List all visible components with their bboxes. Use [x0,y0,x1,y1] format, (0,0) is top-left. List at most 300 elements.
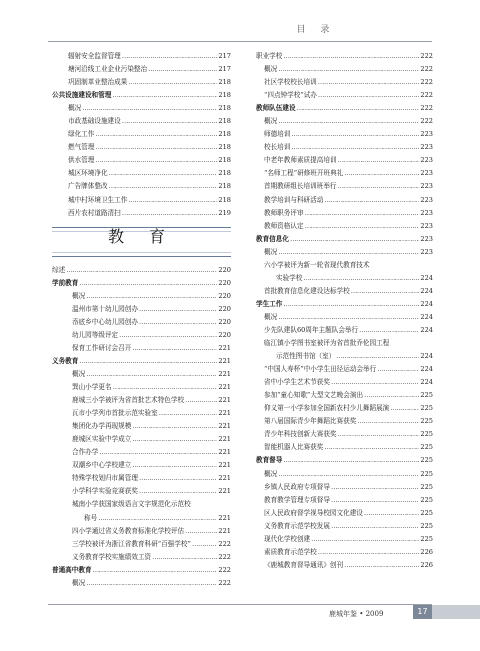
toc-entry[interactable] [52,368,231,381]
toc-entry[interactable] [256,441,433,454]
toc-entry-title: 示范性图书馆（室） [276,352,336,361]
dot-leader [95,154,217,167]
toc-entry-title: 温州市第十幼儿园创办 [72,304,138,313]
toc-entry-page: 223 [420,247,433,256]
toc-entry-page: 221 [218,526,231,535]
toc-entry[interactable] [256,272,433,285]
toc-entry-page: 218 [218,195,231,204]
toc-entry-page: 221 [218,487,231,496]
toc-entry-title: 城区环境净化 [68,169,108,178]
toc-section-entry[interactable] [256,102,433,115]
dot-leader [344,167,419,180]
toc-entry[interactable] [256,559,433,572]
toc-entry-page: 225 [420,456,433,465]
toc-entry[interactable] [256,481,433,494]
dot-leader [119,329,217,342]
toc-entry-title: 概况 [72,291,86,300]
toc-entry-page: 224 [420,286,433,295]
dot-leader [132,433,217,446]
toc-entry-title: 综述 [52,265,66,274]
toc-entry-page: 225 [420,404,433,413]
toc-section-entry[interactable] [52,564,231,577]
toc-entry-page: 221 [218,422,231,431]
toc-entry[interactable] [52,446,231,459]
dot-leader [128,194,217,207]
toc-entry[interactable] [52,329,231,342]
toc-entry-page: 224 [420,299,433,308]
dot-leader [283,50,419,63]
toc-entry[interactable] [256,311,433,324]
heading-text: 教 育 [107,226,176,246]
toc-entry[interactable] [52,551,231,564]
toc-left-column [52,50,231,590]
section-heading [52,222,231,262]
toc-entry-title: 义务教育学校实施绩效工资 [72,552,152,561]
toc-entry[interactable] [256,180,433,193]
toc-entry-page: 223 [420,234,433,243]
toc-entry[interactable] [256,154,433,167]
toc-entry[interactable] [256,207,433,220]
toc-entry-page: 224 [420,378,433,387]
toc-entry-page: 221 [218,435,231,444]
toc-entry-title: 概况 [264,312,278,321]
dot-leader [278,468,419,481]
toc-entry[interactable] [52,525,231,538]
dot-leader [331,481,419,494]
toc-right-column [256,50,433,572]
toc-entry-title: 小学科学实验竞赛获奖 [72,487,138,496]
toc-entry-title: 职业学校 [256,52,283,60]
toc-entry-page: 221 [218,396,231,405]
toc-entry-page: 226 [420,560,433,569]
dot-leader [344,559,419,572]
dot-leader [338,428,420,441]
dot-leader [331,376,419,389]
toc-entry-page: 223 [420,130,433,139]
toc-entry[interactable] [52,472,231,485]
toc-entry-title: 概况 [264,469,278,478]
toc-entry-page: 222 [420,91,433,100]
toc-entry[interactable] [52,407,231,420]
toc-entry[interactable] [52,102,231,115]
toc-entry-page: 221 [218,448,231,457]
toc-entry-page: 221 [218,461,231,470]
toc-entry[interactable] [52,420,231,433]
dot-leader [318,76,420,89]
dot-leader [79,355,217,368]
toc-entry-title: 概况 [72,369,86,378]
toc-entry-page: 225 [420,430,433,439]
dot-leader [338,180,420,193]
dot-leader [324,441,419,454]
toc-section-entry[interactable] [52,277,231,290]
toc-entry-page: 223 [420,195,433,204]
toc-entry[interactable] [256,50,433,63]
toc-entry-title: 概况 [264,247,278,256]
dot-leader [303,272,419,285]
toc-entry-title: 广告牌体整改 [68,182,108,191]
dot-leader [139,472,217,485]
dot-leader [95,128,217,141]
toc-entry-continuation: 六小学被评为新一轮省现代教育技术 [264,260,370,269]
toc-entry[interactable] [256,324,433,337]
toc-entry-page: 221 [218,409,231,418]
toc-entry-page: 225 [420,417,433,426]
toc-entry[interactable] [256,415,433,428]
toc-entry-page: 221 [218,513,231,522]
toc-entry-title: 瓦市小学列市首批示范实验室 [72,409,158,418]
toc-entry-page: 220 [218,330,231,339]
toc-entry-title: 集团化办学再现规模 [72,422,132,431]
dot-leader [98,512,217,525]
toc-entry-page: 219 [218,208,231,217]
toc-entry[interactable] [256,363,433,376]
dot-leader [159,407,218,420]
toc-entry-page: 221 [218,474,231,483]
toc-entry[interactable] [256,285,433,298]
dot-leader [324,194,419,207]
dot-leader [82,102,217,115]
toc-entry-title: 乡镇人民政府专项督导 [264,482,330,491]
toc-entry[interactable] [256,533,433,546]
toc-entry-title: “名师工程”研修班开班典礼 [264,169,344,178]
toc-entry-title: 教师职务评审 [264,208,304,217]
toc-entry-page: 218 [218,169,231,178]
dot-leader [283,454,419,467]
dot-leader [291,141,419,154]
dot-leader [305,207,420,220]
toc-entry-page: 220 [218,278,231,287]
toc-entry[interactable] [52,76,231,89]
toc-entry-title: 教育教学管理专项督导 [264,495,330,504]
toc-entry-page: 222 [218,565,231,574]
dot-leader [86,368,217,381]
toc-entry-page: 218 [218,156,231,165]
toc-entry-title: 智能机器人比赛获奖 [264,443,324,452]
dot-leader [318,89,420,102]
toc-entry-title: “四点钟学校”试办 [264,91,317,100]
toc-entry-page: 225 [420,521,433,530]
footer-rule [48,604,432,605]
toc-entry[interactable] [52,459,231,472]
toc-entry-title: 首期教研组长培训班举行 [264,182,337,191]
toc-entry[interactable] [52,512,231,525]
dot-leader [66,264,217,277]
toc-entry-page: 225 [420,508,433,517]
toc-entry-title: 区人民政府督学视导校园文化建设 [264,508,363,517]
toc-entry-page: 218 [218,78,231,87]
dot-leader [139,316,217,329]
toc-entry[interactable] [256,63,433,76]
toc-entry[interactable] [256,167,433,180]
toc-entry-title: 少先队建队60周年主题队会举行 [264,325,359,334]
toc-entry[interactable] [52,63,231,76]
toc-entry-title: 鹿城区实验中学成立 [72,435,132,444]
toc-entry[interactable] [52,381,231,394]
toc-entry-title: 四小学通过省义务教育标准化学校评估 [72,526,185,535]
toc-entry[interactable] [256,468,433,481]
toc-entry-page: 222 [420,65,433,74]
toc-entry[interactable] [256,194,433,207]
dot-leader [109,167,218,180]
toc-entry-page: 220 [218,317,231,326]
toc-entry-page: 223 [420,208,433,217]
dot-leader [359,324,419,337]
toc-entry[interactable] [256,520,433,533]
dot-leader [86,577,217,590]
dot-leader [297,102,420,115]
toc-entry-title: 省中小学生艺术节获奖 [264,378,330,387]
dot-leader [192,538,218,551]
toc-entry-page: 218 [218,91,231,100]
toc-entry-title: 概况 [264,117,278,126]
toc-entry-title: 幼儿园等级评定 [72,330,119,339]
toc-entry-title: 市政基础设施建设 [68,117,121,126]
toc-entry[interactable] [256,115,433,128]
dot-leader [93,564,218,577]
toc-entry-page: 221 [218,343,231,352]
toc-entry[interactable] [52,194,231,207]
toc-entry-title: 社区学校校长培训 [264,78,317,87]
toc-entry-page: 222 [218,539,231,548]
toc-entry-title: 三学校被评为浙江省教育科研“百强学校” [72,539,191,548]
dot-leader [99,446,217,459]
toc-entry-title: 辐射安全监督管理 [68,52,121,60]
toc-entry-page: 222 [420,104,433,113]
toc-entry-page: 224 [420,312,433,321]
toc-entry[interactable] [52,538,231,551]
toc-entry-page: 217 [218,52,231,60]
toc-entry-page: 221 [218,383,231,392]
toc-entry[interactable] [256,76,433,89]
toc-entry-page: 226 [420,547,433,556]
toc-entry[interactable] [52,167,231,180]
toc-entry-page: 224 [420,325,433,334]
dot-leader [331,494,419,507]
dot-leader [86,290,217,303]
dot-leader [79,277,217,290]
dot-leader [185,525,217,538]
dot-leader [290,233,419,246]
toc-entry-title: 校长培训 [264,143,291,152]
toc-entry[interactable] [52,264,231,277]
toc-entry[interactable] [256,389,433,402]
toc-entry-title: 学前教育 [52,278,79,287]
dot-leader [112,89,217,102]
toc-entry-title: 义务教育 [52,356,79,365]
toc-entry-title: 参加“童心知歌”大型文艺晚会演出 [264,391,364,400]
toc-entry-title: 《鹿城教育督导通讯》创刊 [264,560,344,569]
toc-entry[interactable] [52,115,231,128]
toc-entry[interactable] [52,141,231,154]
toc-entry-title: 教育督导 [256,456,283,465]
dot-leader [338,154,420,167]
dot-leader [185,394,217,407]
toc-entry-title: 教师资格认定 [264,221,304,230]
dot-leader [132,420,217,433]
toc-entry-title: 公共设施建设和管理 [52,91,112,100]
dot-leader [278,115,419,128]
toc-entry-title: 双潮乡中心学校建立 [72,461,132,470]
dot-leader [278,311,419,324]
dot-leader [139,303,217,316]
toc-section-entry[interactable] [256,454,433,467]
dot-leader [331,520,419,533]
toc-entry-title: 合作办学 [72,448,99,457]
toc-section-entry[interactable] [52,89,231,102]
toc-entry[interactable] [256,246,433,259]
toc-entry-page: 223 [420,156,433,165]
toc-entry[interactable] [52,303,231,316]
toc-entry[interactable] [52,433,231,446]
toc-entry[interactable] [256,428,433,441]
toc-entry-title: 岙底乡中心幼儿园创办 [72,317,138,326]
toc-section-entry[interactable] [52,355,231,368]
toc-entry-page: 223 [420,143,433,152]
dot-leader [283,298,419,311]
dot-leader [364,389,419,402]
dot-leader [128,76,217,89]
toc-entry-title: 绿化工作 [68,130,95,139]
toc-entry-page: 225 [420,534,433,543]
toc-section-entry[interactable] [256,233,433,246]
dot-leader [132,342,217,355]
toc-entry-continuation: 临江镇小学图书室被评为省首批乔伦园工程 [264,339,390,348]
toc-entry[interactable] [256,546,433,559]
toc-entry-title: 燃气管理 [68,143,95,152]
toc-entry-page: 221 [218,369,231,378]
dot-leader [390,402,419,415]
toc-section-entry[interactable] [256,298,433,311]
toc-entry-page: 224 [420,352,433,361]
toc-entry-page: 221 [218,356,231,365]
toc-entry[interactable] [256,220,433,233]
toc-entry-page: 224 [420,365,433,374]
toc-entry-page: 223 [420,169,433,178]
toc-entry[interactable] [256,89,433,102]
toc-entry-title: 普通高中教育 [52,565,92,574]
toc-entry[interactable] [52,394,231,407]
toc-entry-title: 中老年教师素质提高培训 [264,156,337,165]
toc-entry-page: 222 [420,52,433,60]
toc-entry[interactable] [256,494,433,507]
toc-entry-page: 224 [420,273,433,282]
toc-entry-title: 称号 [84,513,98,522]
toc-entry[interactable] [52,128,231,141]
toc-entry-page: 222 [218,552,231,561]
toc-entry-page: 217 [218,65,231,74]
toc-entry-page: 222 [420,78,433,87]
toc-entry-page: 223 [420,221,433,230]
toc-entry[interactable] [52,342,231,355]
toc-entry-continuation: 城南小学获国家级语言文字规范化示范校 [72,500,191,509]
toc-entry-title: 师德培训 [264,130,291,139]
toc-entry-title: 素质教育示范学校 [264,547,317,556]
toc-entry[interactable] [52,577,231,590]
dot-leader [377,363,419,376]
toc-entry-title: 仰义第一小学参加全国新农村少儿舞蹈展演 [264,404,390,413]
toc-entry-page: 218 [218,117,231,126]
toc-entry[interactable] [256,350,433,363]
dot-leader [152,551,217,564]
toc-entry[interactable] [256,128,433,141]
footer-decoration-bar [432,605,480,619]
toc-entry-title: 巩固制革业整治成果 [68,78,128,87]
dot-leader [122,115,218,128]
toc-entry-title: 教师队伍建设 [256,104,296,113]
toc-entry[interactable] [52,290,231,303]
toc-entry-title: “中国人寿杯”中小学生田径运动会举行 [264,365,377,374]
toc-entry-title: 概况 [72,578,86,587]
toc-entry-title: 第八届国际青少年舞蹈比赛获奖 [264,417,357,426]
toc-entry[interactable] [256,402,433,415]
dot-leader [357,415,419,428]
toc-entry-title: 西片农村道路清扫 [68,208,121,217]
toc-entry-title: 供水管理 [68,156,95,165]
toc-entry-page: 218 [218,182,231,191]
dot-leader [122,207,218,220]
page-header-title: 目 录 [296,25,336,35]
toc-entry-title: 青少年科技创新大赛获奖 [264,430,337,439]
toc-entry[interactable] [52,154,231,167]
dot-leader [278,63,419,76]
toc-entry[interactable] [52,50,231,63]
toc-entry-page: 225 [420,482,433,491]
toc-entry[interactable] [52,180,231,193]
dot-leader [278,246,419,259]
toc-entry-title: 城中村环境卫生工作 [68,195,128,204]
toc-entry[interactable] [52,207,231,220]
dot-leader [305,220,420,233]
toc-entry-title: 实验学校 [276,273,303,282]
toc-entry-page: 222 [420,117,433,126]
toc-entry-page: 222 [218,578,231,587]
dot-leader [122,50,218,63]
toc-entry[interactable] [256,507,433,520]
dot-leader [139,485,217,498]
toc-entry[interactable] [256,141,433,154]
dot-leader [364,507,420,520]
toc-entry-title: 首批教育信息化建设达标学校 [264,286,350,295]
dot-leader [113,381,218,394]
toc-entry-page: 225 [420,469,433,478]
toc-entry-title: 保育工作研讨会召开 [72,343,132,352]
toc-entry-title: 塘河沿线工业企业污染整治 [68,65,148,74]
toc-entry[interactable] [52,316,231,329]
toc-entry-page: 220 [218,291,231,300]
dot-leader [351,285,420,298]
dot-leader [318,546,420,559]
header-rule [48,41,432,42]
toc-entry-title: 教学培训与科研活动 [264,195,324,204]
toc-entry-page: 218 [218,130,231,139]
dot-leader [311,533,419,546]
dot-leader [336,350,419,363]
toc-entry-page: 225 [420,443,433,452]
toc-entry-page: 225 [420,391,433,400]
toc-entry-page: 223 [420,182,433,191]
dot-leader [132,459,217,472]
toc-entry-title: 学生工作 [256,299,283,308]
toc-entry-title: 特殊学校划归市属管理 [72,474,138,483]
dot-leader [148,63,217,76]
toc-entry[interactable] [256,376,433,389]
toc-entry[interactable] [52,485,231,498]
toc-entry-title: 现代化学校创建 [264,534,311,543]
toc-entry-page: 218 [218,143,231,152]
toc-entry-title: 概况 [264,65,278,74]
dot-leader [291,128,419,141]
